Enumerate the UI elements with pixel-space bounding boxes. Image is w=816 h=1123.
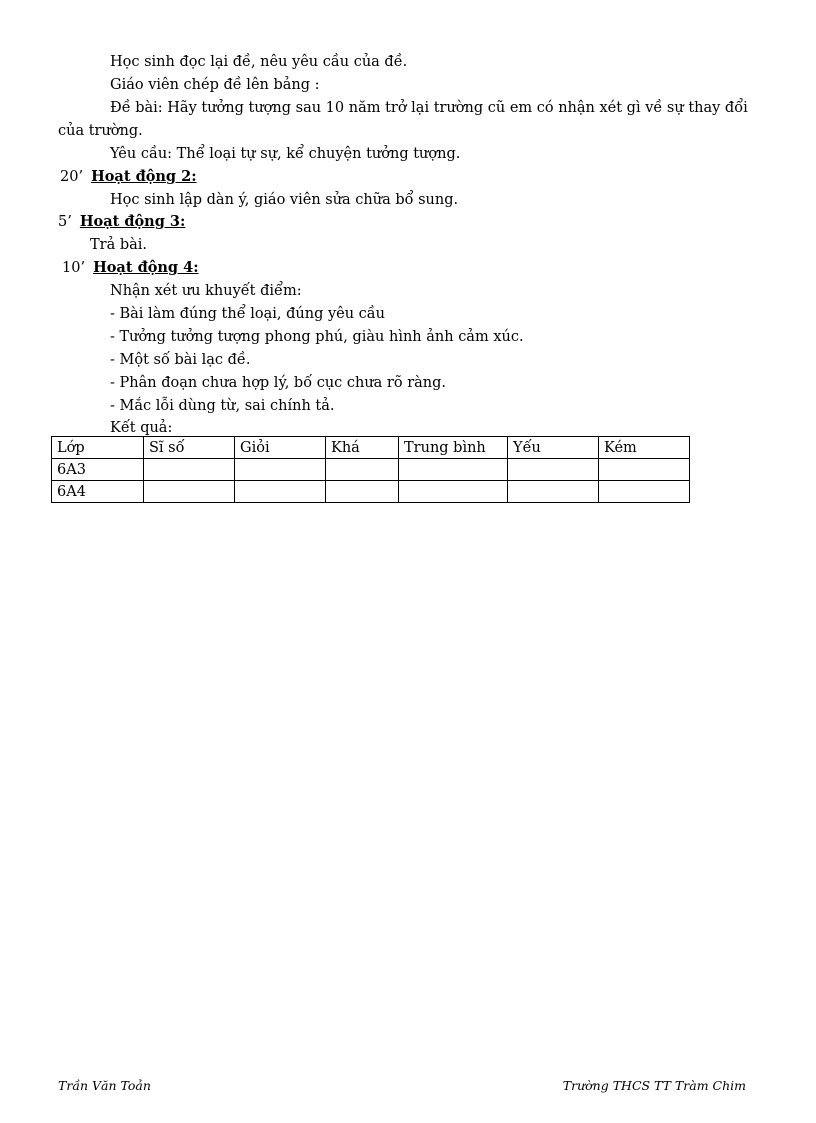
header-cell: Sĩ số — [144, 437, 235, 459]
footer-school: Trường THCS TT Tràm Chim — [562, 1078, 746, 1093]
text-line-2: Giáo viên chép đề lên bảng : — [110, 77, 320, 93]
table-header-row — [52, 437, 690, 459]
text-line-11: - Một số bài lạc đề. — [110, 352, 251, 368]
activity-2-time: 20’ — [60, 169, 84, 185]
header-cell: Khá — [326, 437, 399, 459]
text-line-12: - Phân đoạn chưa hợp lý, bố cục chưa rõ ràng. — [110, 375, 447, 391]
activity-2-title: Hoạt động 2: — [91, 168, 197, 185]
activity-4-title: Hoạt động 4: — [93, 259, 199, 276]
footer-author: Trần Văn Toản — [58, 1078, 151, 1093]
table-cell — [508, 481, 599, 503]
activity-3-title: Hoạt động 3: — [79, 213, 186, 230]
header-cell: Giỏi — [235, 437, 326, 459]
activity-3-heading — [58, 212, 185, 232]
table-cell — [599, 459, 690, 481]
text-line-13: - Mắc lỗi dùng từ, sai chính tả. — [110, 398, 335, 414]
table-cell — [326, 459, 399, 481]
table-cell — [144, 481, 235, 503]
text-line-6: Học sinh lập dàn ý, giáo viên sửa chữa bổ sung. — [110, 192, 459, 208]
header-cell: Kém — [599, 437, 690, 459]
table-cell — [508, 459, 599, 481]
table-cell — [599, 481, 690, 503]
activity-2-heading — [60, 167, 197, 187]
table-cell — [235, 459, 326, 481]
table-cell — [399, 459, 508, 481]
text-line-5: Yêu cầu: Thể loại tự sự, kể chuyện tưởng tượng. — [110, 146, 461, 162]
header-cell: Yếu — [508, 437, 599, 459]
text-line-7: Trả bài. — [90, 237, 148, 253]
table-cell — [144, 459, 235, 481]
activity-4-time: 10’ — [62, 260, 86, 276]
table-cell — [235, 481, 326, 503]
results-table — [51, 436, 690, 503]
table-row — [52, 481, 690, 503]
table-cell: 6A3 — [52, 459, 144, 481]
table-cell: 6A4 — [52, 481, 144, 503]
text-line-3: Đề bài: Hãy tưởng tượng sau 10 năm trở lại trường cũ em có nhận xét gì về sự thay đổi — [110, 100, 748, 116]
text-line-4: của trường. — [58, 123, 143, 139]
text-line-10: - Tưởng tưởng tượng phong phú, giàu hình ảnh cảm xúc. — [110, 329, 524, 345]
header-cell: Trung bình — [399, 437, 508, 459]
text-line-1: Học sinh đọc lại đề, nêu yêu cầu của đề. — [110, 54, 408, 70]
header-cell: Lớp — [52, 437, 144, 459]
text-line-8: Nhận xét ưu khuyết điểm: — [110, 283, 302, 299]
activity-3-time: 5’ — [58, 214, 72, 230]
activity-4-heading — [62, 258, 199, 278]
text-line-14: Kết quả: — [110, 420, 173, 436]
table-row — [52, 459, 690, 481]
table-cell — [326, 481, 399, 503]
table-cell — [399, 481, 508, 503]
text-line-9: - Bài làm đúng thể loại, đúng yêu cầu — [110, 306, 386, 322]
